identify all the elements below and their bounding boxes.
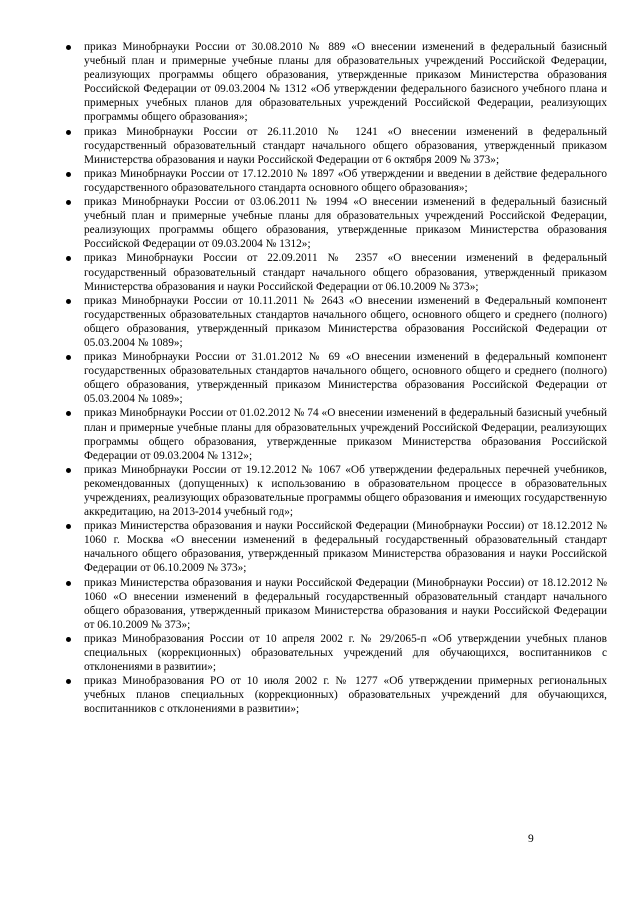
list-item xyxy=(62,463,607,519)
order-text: приказ Минобрнауки России от 03.06.2011 № 1994 «О внесении изменений в федеральный базисный учебный план и примерные учебные планы для образовательных учреждений Российской Федерации, реализующих программы общего образования, утвержденные приказом Министерства образования Российской Федерации от 09.03.2004 № 1312»; xyxy=(84,196,607,251)
bullet-icon xyxy=(66,637,71,642)
order-text: приказ Минобрнауки России от 26.11.2010 № 1241 «О внесении изменений в федеральный государственный образовательный стандарт начального общего образования, утвержденный приказом Министерства образования и науки Российской Федерации от 6 октября 2009 № 373»; xyxy=(84,125,607,166)
orders-list xyxy=(62,40,607,717)
order-text: приказ Министерства образования и науки Российской Федерации (Минобрнауки России) от 18.12.2012 № 1060 «О внесении изменений в федеральный государственный образовательный стандарт начального общего образования, утвержденный приказом Министерства образования и науки Российской Федерации от 06.10.2009 № 373»; xyxy=(84,576,607,631)
order-text: приказ Минобрнауки России от 10.11.2011 № 2643 «О внесении изменений в Федеральный компонент государственных образовательных стандартов начального общего, основного общего и среднего (полного) общего образования, утвержденный приказом Министерства образования Российской Федерации от 05.03.2004 № 1089»; xyxy=(84,294,607,349)
bullet-icon xyxy=(66,468,71,473)
list-item xyxy=(62,167,607,195)
list-item xyxy=(62,40,607,125)
list-item xyxy=(62,195,607,251)
bullet-icon xyxy=(66,256,71,261)
order-text: приказ Минобрнауки России от 30.08.2010 № 889 «О внесении изменений в федеральный базисный учебный план и примерные учебные планы для образовательных учреждений Российской Федерации, реализующих программы общего образования, утвержденные приказом Министерства образования Российской Федерации от 09.03.2004 № 1312 «Об утверждении федерального базисного учебного плана и примерных учебных планов для образовательных учреждений Российской Федерации, реализующих программы общего образования»; xyxy=(84,41,607,124)
page-number: 9 xyxy=(528,833,534,845)
order-text: приказ Минобразования РО от 10 июля 2002 г. № 1277 «Об утверждении примерных региональных учебных планов специальных (коррекционных) образовательных учреждений для обучающихся, воспитанников с отклонениями в развитии»; xyxy=(84,675,607,716)
order-text: приказ Минобрнауки России от 31.01.2012 № 69 «О внесении изменений в федеральный компонент государственных образовательных стандартов начального общего, основного общего и среднего (полного) общего образования, утвержденный приказом Министерства образования Российской Федерации от 05.03.2004 № 1089»; xyxy=(84,351,607,406)
document-content xyxy=(62,40,607,717)
bullet-icon xyxy=(66,45,71,50)
list-item xyxy=(62,251,607,293)
bullet-icon xyxy=(66,130,71,135)
bullet-icon xyxy=(66,299,71,304)
bullet-icon xyxy=(66,581,71,586)
list-item xyxy=(62,350,607,406)
bullet-icon xyxy=(66,355,71,360)
bullet-icon xyxy=(66,200,71,205)
list-item xyxy=(62,519,607,575)
order-text: приказ Минобрнауки России от 17.12.2010 № 1897 «Об утверждении и введении в действие федерального государственного образовательного стандарта основного общего образования»; xyxy=(84,167,607,194)
order-text: приказ Минобразования России от 10 апреля 2002 г. № 29/2065-п «Об утверждении учебных планов специальных (коррекционных) образовательных учреждений для обучающихся, воспитанников с отклонениями в развитии»; xyxy=(84,632,607,674)
order-text: приказ Минобрнауки России от 01.02.2012 № 74 «О внесении изменений в федеральный базисный учебный план и примерные учебные планы для образовательных учреждений Российской Федерации, реализующих программы общего образования, утвержденные приказом Министерства образования Российской Федерации от 09.03.2004 № 1312»; xyxy=(84,407,607,462)
bullet-icon xyxy=(66,411,71,416)
list-item xyxy=(62,576,607,632)
list-item xyxy=(62,632,607,674)
list-item xyxy=(62,406,607,462)
order-text: приказ Минобрнауки России от 19.12.2012 № 1067 «Об утверждении федеральных перечней учебников, рекомендованных (допущенных) к использованию в образовательном процессе в образовательных учреждениях, реализующих образовательные программы общего образования и имеющих государственную аккредитацию, на 2013-2014 учебный год»; xyxy=(84,463,607,519)
bullet-icon xyxy=(66,679,71,684)
list-item xyxy=(62,674,607,716)
list-item xyxy=(62,294,607,350)
list-item xyxy=(62,125,607,167)
order-text: приказ Минобрнауки России от 22.09.2011 № 2357 «О внесении изменений в федеральный государственный образовательный стандарт начального общего образования, утвержденный приказом Министерства образования и науки Российской Федерации от 06.10.2009 № 373»; xyxy=(84,252,607,293)
bullet-icon xyxy=(66,524,71,529)
bullet-icon xyxy=(66,172,71,177)
order-text: приказ Министерства образования и науки Российской Федерации (Минобрнауки России) от 18.12.2012 № 1060 г. Москва «О внесении изменений в федеральный государственный образовательный стандарт начального общего образования, утвержденный приказом Министерства образования и науки Российской Федерации от 06.10.2009 № 373»; xyxy=(84,520,607,575)
